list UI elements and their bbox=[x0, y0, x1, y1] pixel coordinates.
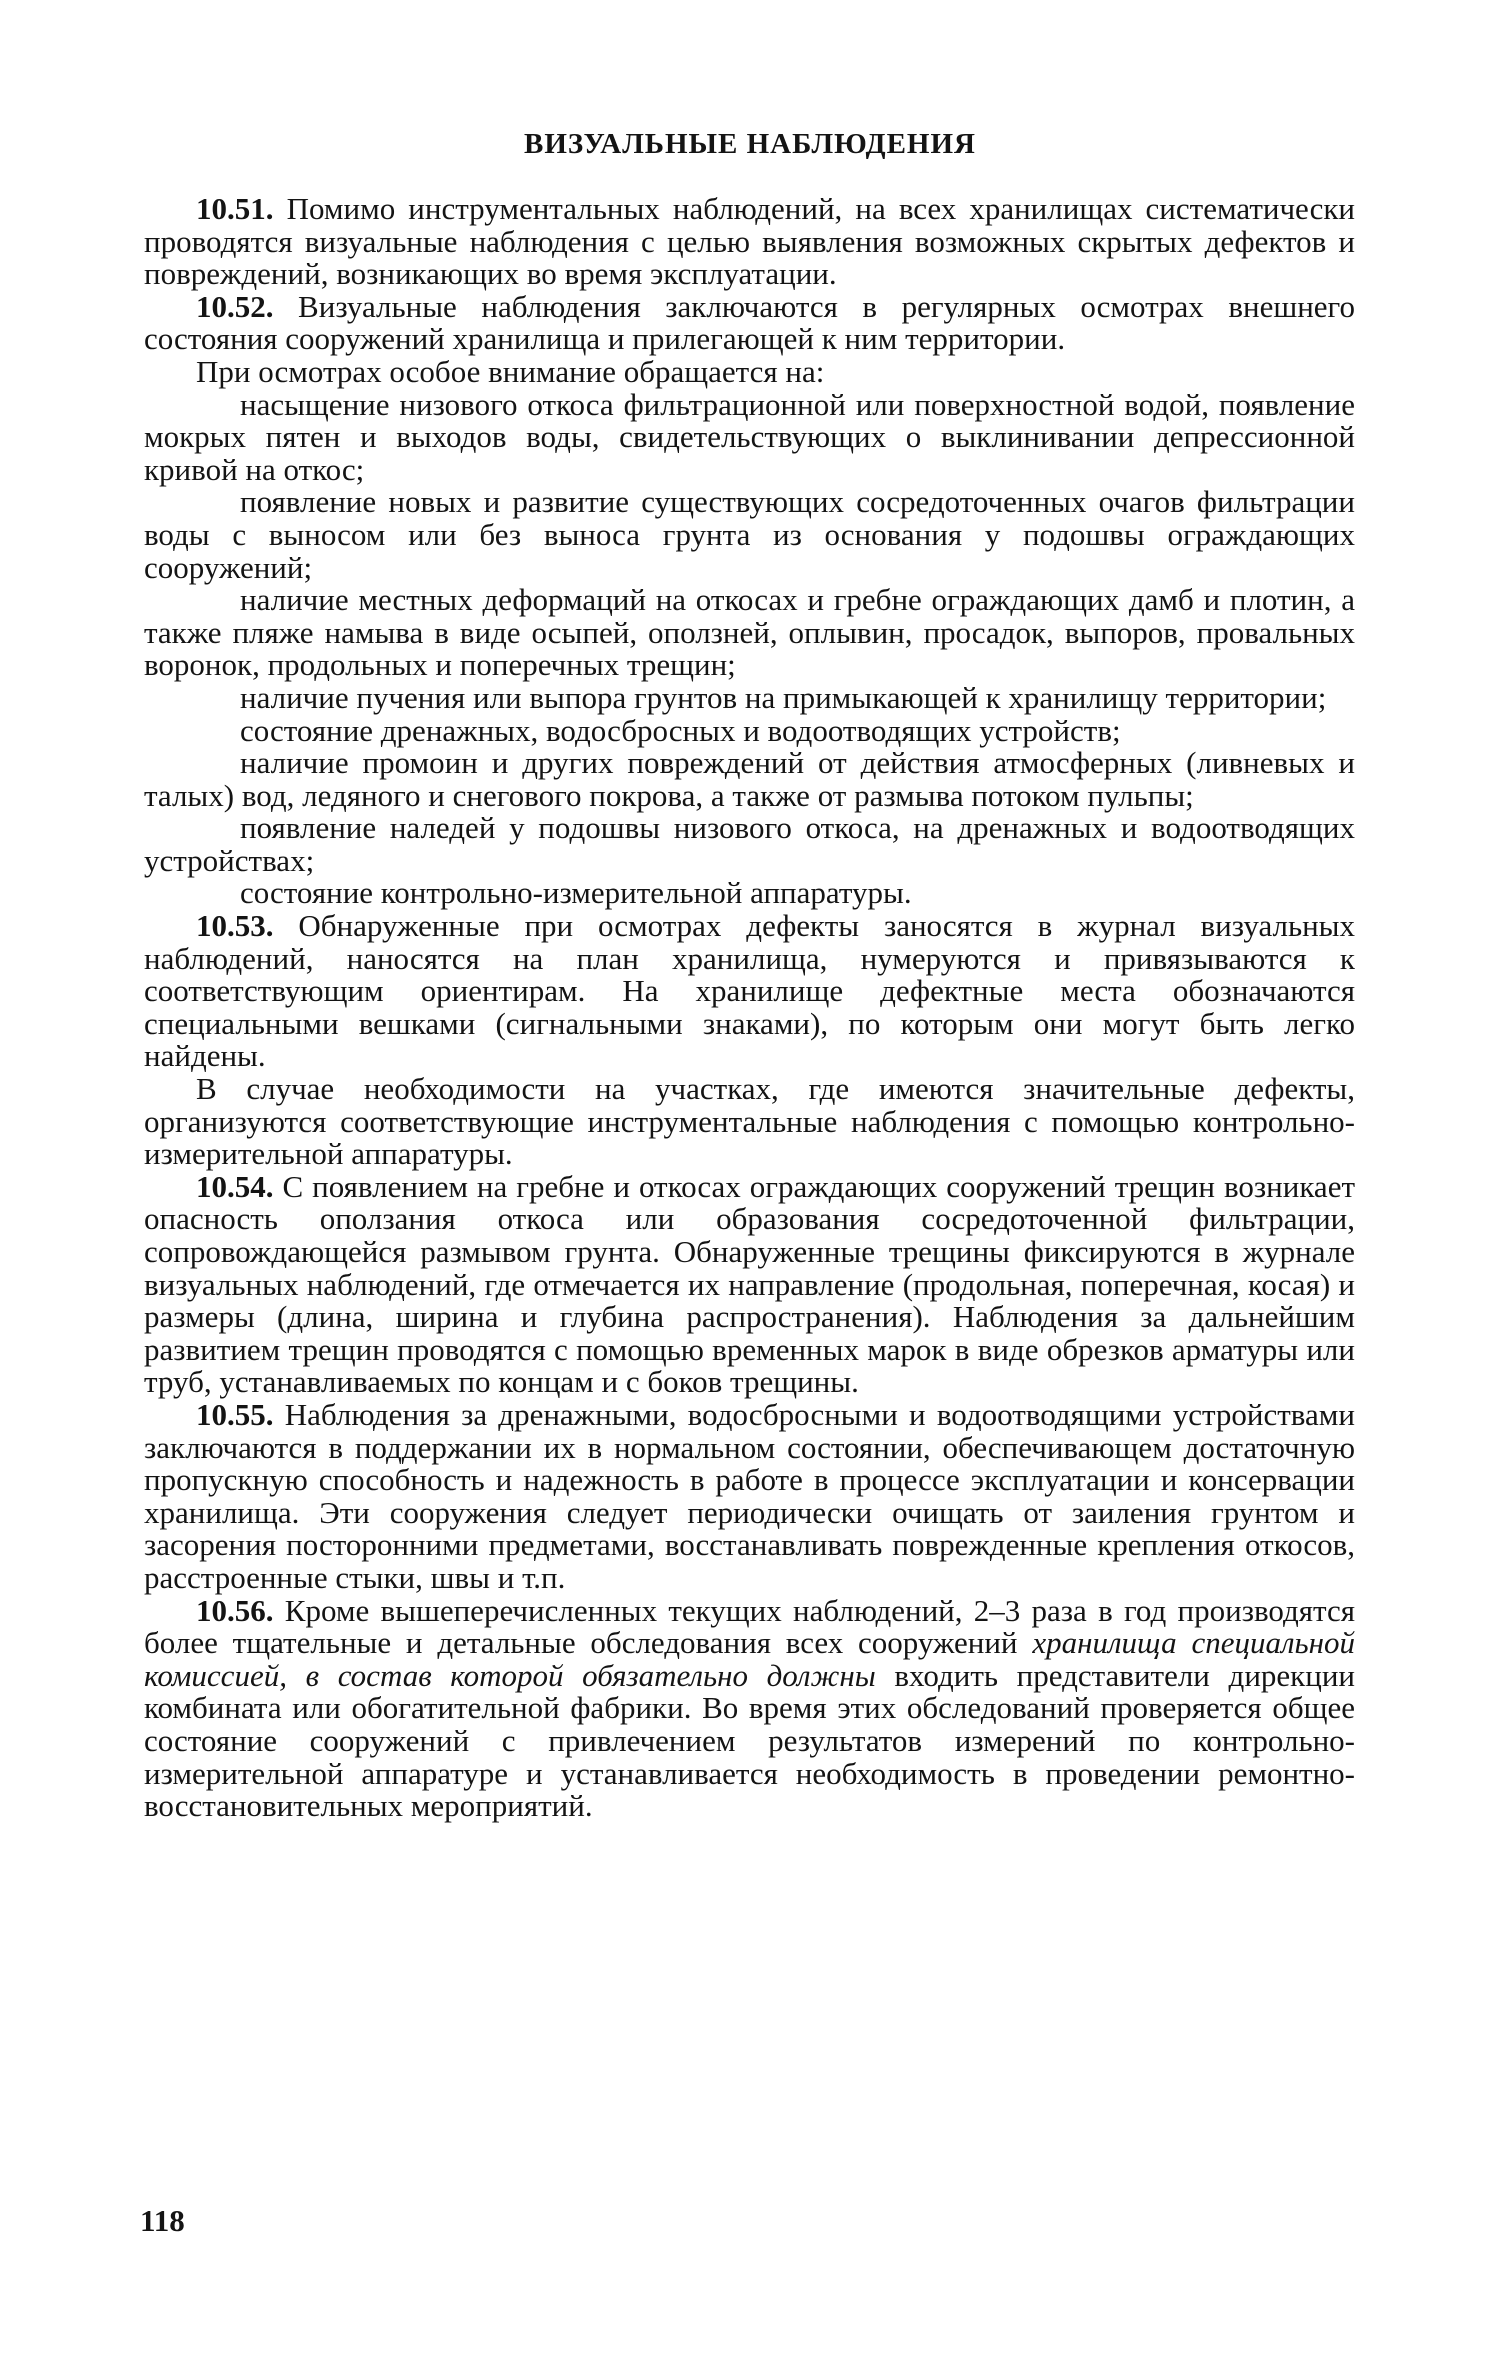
paragraph-10-56 bbox=[144, 1592, 1355, 1824]
list-intro: При осмотрах особое внимание обращается на: bbox=[196, 353, 825, 389]
paragraph-10-52 bbox=[144, 288, 1355, 357]
paragraph-number: 10.52. bbox=[196, 288, 274, 324]
list-item: появление новых и развитие существующих сосредоточенных очагов фильтрации воды с выносом или без выноса грунта из основания у подошвы ограждающих сооружений; bbox=[144, 484, 1355, 585]
section-title: ВИЗУАЛЬНЫЕ НАБЛЮДЕНИЯ bbox=[524, 128, 976, 160]
paragraph-text: Визуальные наблюдения заключаются в регулярных осмотрах внешнего состояния сооружений хранилища и прилегающей к ним территории. bbox=[144, 288, 1355, 357]
list-item: состояние дренажных, водосбросных и водоотводящих устройств; bbox=[240, 712, 1121, 748]
paragraph-10-55 bbox=[144, 1396, 1355, 1595]
paragraph-text-italic: хранилища специальной комиссией, в состав которой обязательно должны bbox=[144, 1625, 1355, 1693]
list-item: состояние контрольно-измерительной аппаратуры. bbox=[240, 875, 912, 911]
paragraph-text: Помимо инструментальных наблюдений, на всех хранилищах систематически проводятся визуальные наблюдения с целью выявления возможных скрытых дефектов и повреждений, возникающих во время эксплуатации. bbox=[144, 191, 1355, 292]
list-item: насыщение низового откоса фильтрационной или поверхностной водой, появление мокрых пятен и выходов воды, свидетельствующих о выклинивании депрессионной кривой на откос; bbox=[144, 386, 1355, 487]
paragraph-text: С появлением на гребне и откосах ограждающих сооружений трещин возникает опасность оползания откоса или образования сосредоточенной фильтрации, сопровождающейся размывом грунта. Обнаруженные трещины фиксируются в журнале визуальных наблюдений, где отмечается их направление (продольная, поперечная, косая) и размеры (длина, ширина и глубина распространения). Наблюдения за дальнейшим развитием трещин проводятся с помощью временных марок в виде обрезков арматуры или труб, устанавливаемых по концам и с боков трещины. bbox=[144, 1168, 1355, 1400]
list-item: наличие пучения или выпора грунтов на примыкающей к хранилищу территории; bbox=[240, 679, 1327, 715]
paragraph-10-53 bbox=[144, 910, 1355, 1073]
paragraph-10-54 bbox=[144, 1168, 1355, 1400]
paragraph-text: Обнаруженные при осмотрах дефекты заносятся в журнал визуальных наблюдений, наносятся на план хранилища, нумеруются и привязываются к соответствующим ориентирам. На хранилище дефектные места обозначаются специальными вешками (сигнальными знаками), по которым они могут быть легко найдены. bbox=[144, 908, 1355, 1074]
list-item: наличие промоин и других повреждений от действия атмосферных (ливневых и талых) вод, ледяного и снегового покрова, а также от размыва потоком пульпы; bbox=[144, 745, 1355, 813]
document-body bbox=[144, 193, 1355, 1823]
paragraph-number: 10.51. bbox=[196, 191, 274, 226]
paragraph-number: 10.54. bbox=[196, 1168, 274, 1204]
list-item: наличие местных деформаций на откосах и гребне ограждающих дамб и плотин, а также пляже намыва в виде осыпей, оползней, оплывин, просадок, выпоров, провальных воронок, продольных и поперечных трещин; bbox=[144, 582, 1355, 683]
paragraph-10-53-continued: В случае необходимости на участках, где имеются значительные дефекты, организуются соответствующие инструментальные наблюдения с помощью контрольно-измерительной аппаратуры. bbox=[144, 1071, 1355, 1172]
paragraph-text: входить представители дирекции комбината или обогатительной фабрики. Во время этих обследований проверяется общее состояние сооружений с привлечением результатов измерений по контрольно-измерительной аппаратуре и устанавливается необходимость в проведении ремонтно-восстановительных мероприятий. bbox=[144, 1657, 1355, 1824]
paragraph-text: Наблюдения за дренажными, водосбросными и водоотводящими устройствами заключаются в поддержании их в нормальном состоянии, обеспечивающем достаточную пропускную способность и надежность в работе в процессе эксплуатации и консервации хранилища. Эти сооружения следует периодически очищать от заиления грунтом и засорения посторонними предметами, восстанавливать поврежденные крепления откосов, расстроенные стыки, швы и т.п. bbox=[144, 1396, 1355, 1595]
paragraph-number: 10.55. bbox=[196, 1396, 274, 1432]
paragraph-10-51 bbox=[144, 193, 1355, 291]
paragraph-number: 10.53. bbox=[196, 908, 274, 944]
page-number: 118 bbox=[140, 2203, 185, 2238]
list-item: появление наледей у подошвы низового откоса, на дренажных и водоотводящих устройствах; bbox=[144, 810, 1355, 878]
paragraph-number: 10.56. bbox=[196, 1592, 274, 1628]
paragraph-text: Кроме вышеперечисленных текущих наблюдений, 2–3 раза в год производятся более тщательные и детальные обследования всех сооружений bbox=[144, 1592, 1355, 1661]
